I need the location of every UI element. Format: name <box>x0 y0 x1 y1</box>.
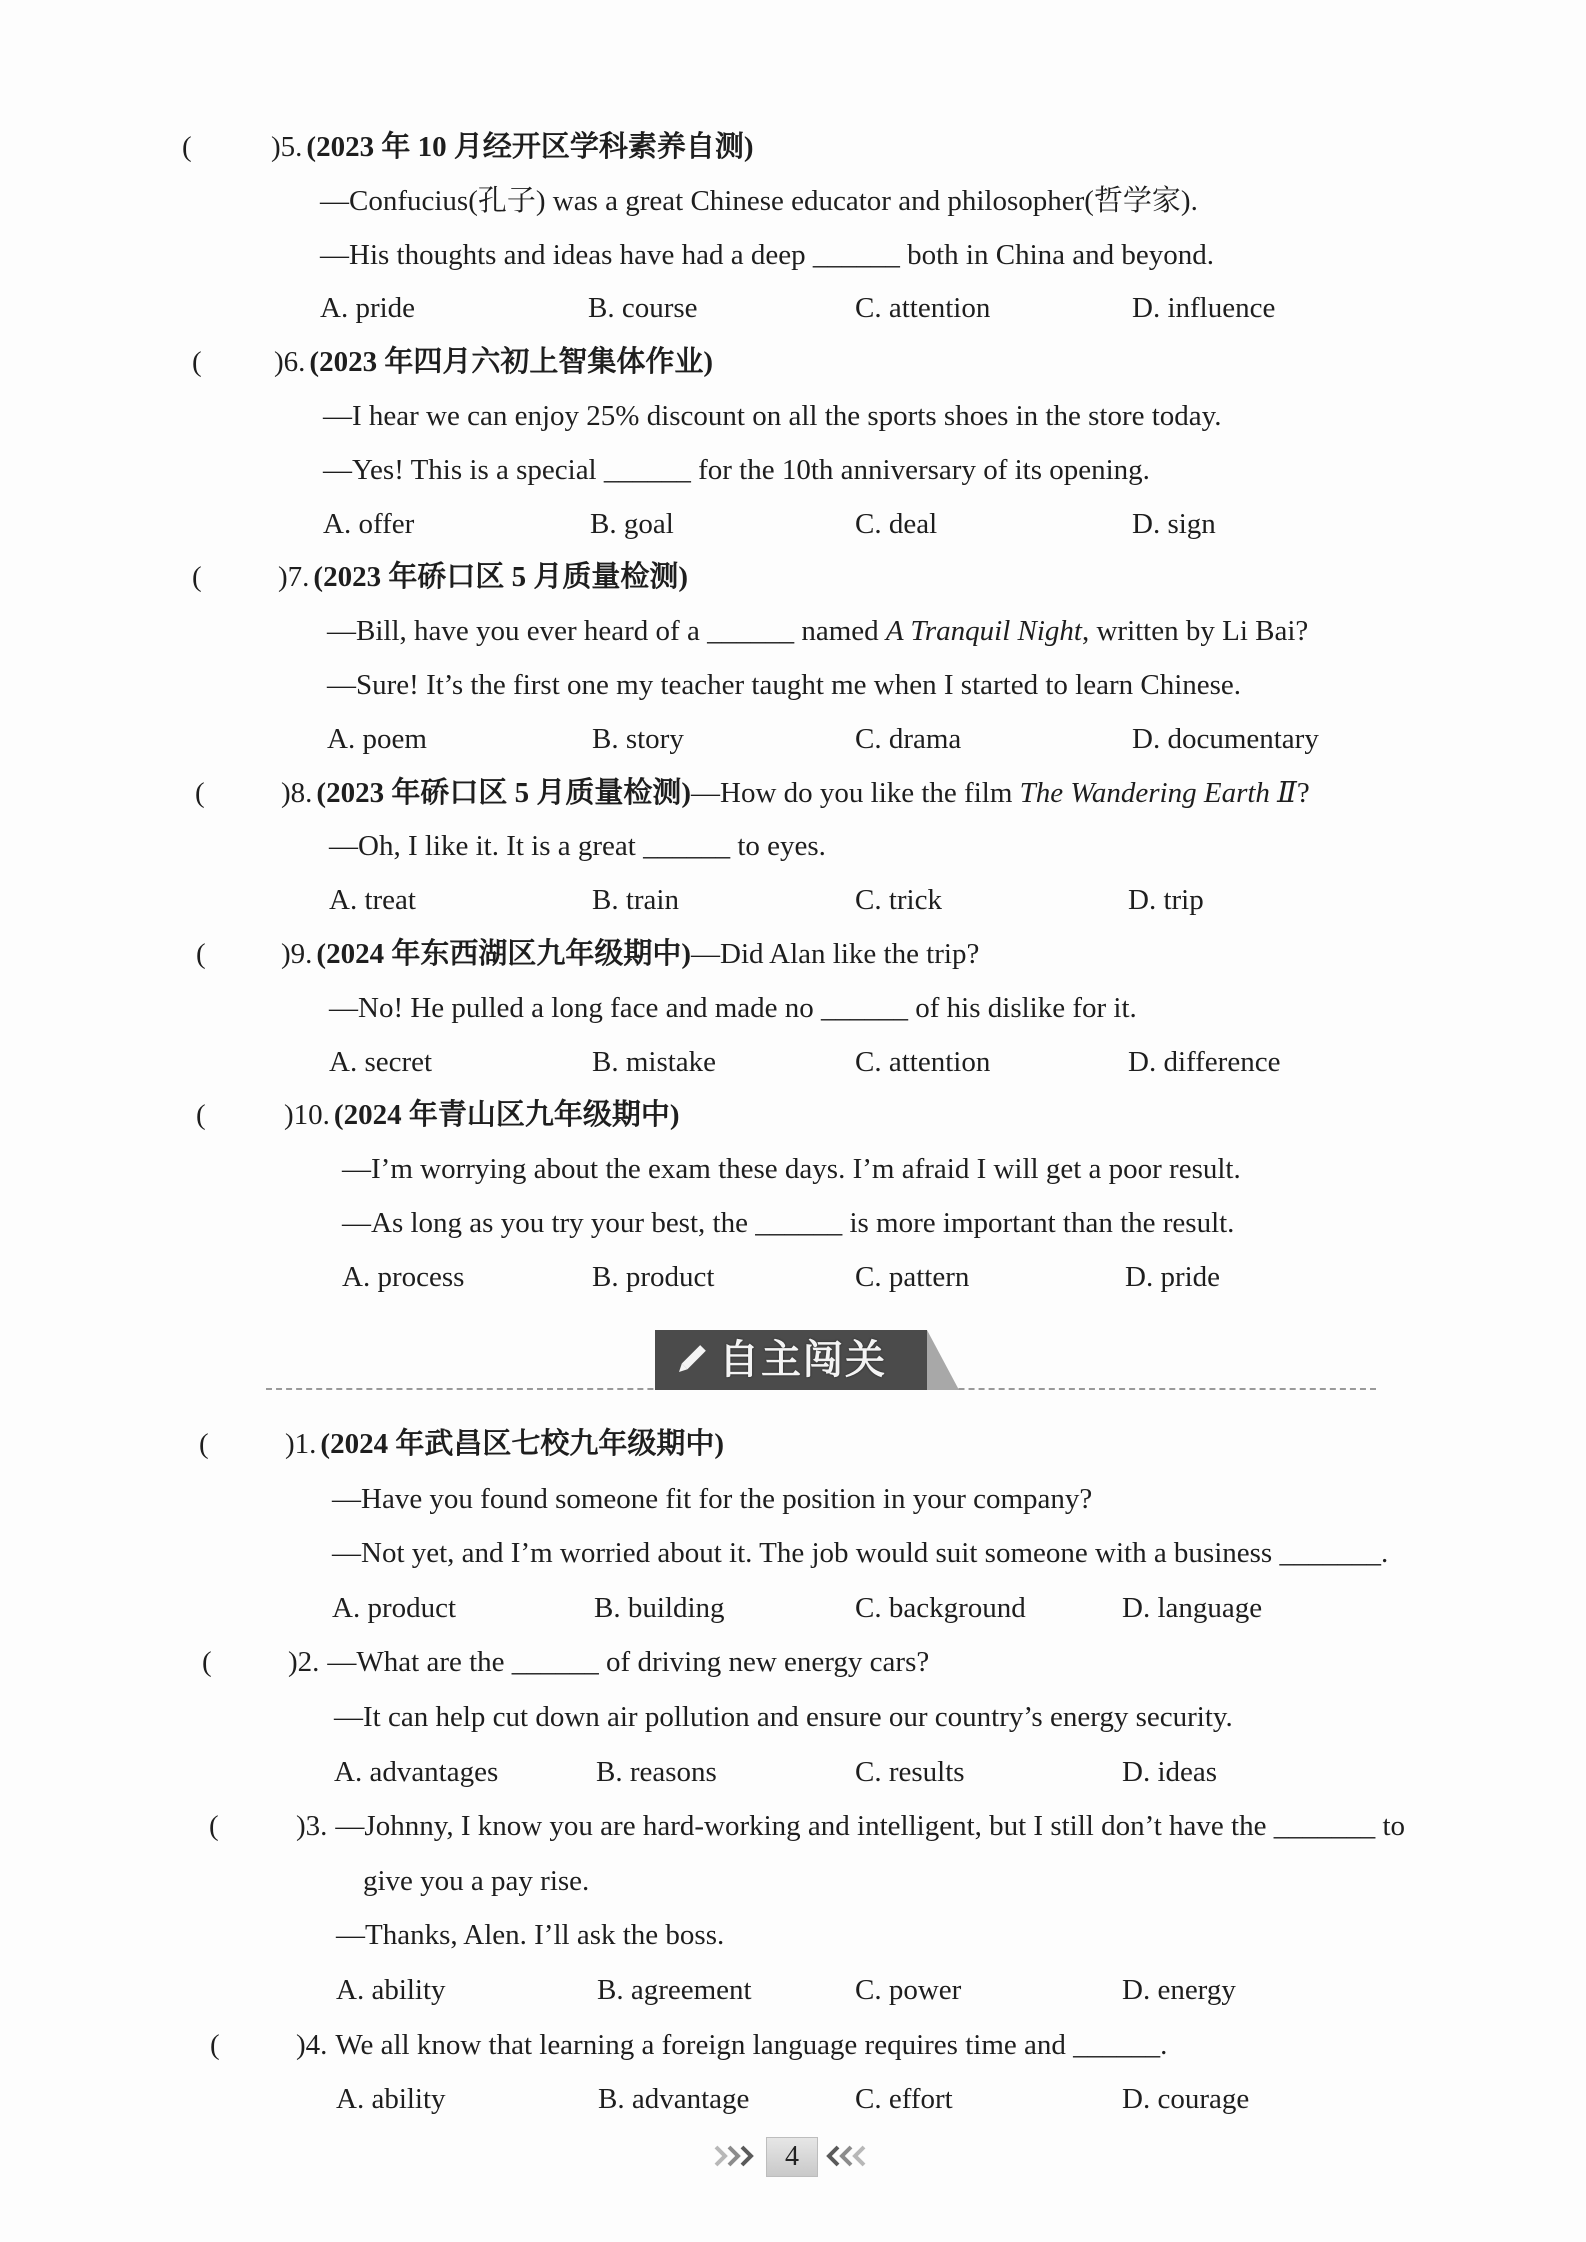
question-heading <box>274 336 713 390</box>
option-b: B. story <box>592 722 684 755</box>
dialogue-line: —No! He pulled a long face and made no ______ of his dislike for it. <box>329 991 1137 1024</box>
question-number: )8. <box>281 776 313 809</box>
question-header <box>0 1799 1586 1854</box>
dialogue-line: —Thanks, Alen. I’ll ask the boss. <box>336 1919 725 1952</box>
question-header <box>0 1417 1586 1472</box>
option-c: C. trick <box>855 884 942 917</box>
question-6 <box>0 336 1586 551</box>
option-a: A. process <box>342 1260 465 1293</box>
option-b: B. advantage <box>598 2083 750 2116</box>
dialogue-line: —Have you found someone fit for the position in your company? <box>332 1482 1093 1515</box>
option-d: D. difference <box>1128 1045 1281 1078</box>
option-d: D. documentary <box>1132 722 1319 755</box>
option-c: C. results <box>855 1755 965 1788</box>
question-header <box>0 928 1586 982</box>
question-stem: —Johnny, I know you are hard-working and intelligent, but I still don’t have the _______ to <box>335 1810 1406 1843</box>
question-source: (2023 年硚口区 5 月质量检测) <box>316 776 691 809</box>
dialogue-line: —Oh, I like it. It is a great ______ to eyes. <box>329 830 826 863</box>
question-number: )10. <box>284 1099 330 1132</box>
question-number: )9. <box>281 937 313 970</box>
question-8 <box>0 767 1586 928</box>
question-heading <box>296 1799 1405 1854</box>
dialogue-line: —Sure! It’s the first one my teacher taught me when I started to learn Chinese. <box>327 668 1242 701</box>
option-b: B. course <box>588 292 698 325</box>
question-source: (2024 年武昌区七校九年级期中) <box>320 1428 724 1460</box>
dialogue-line: —Confucius(孔子) was a great Chinese educator and philosopher(哲学家). <box>320 184 1198 217</box>
options-row <box>0 1963 1586 2018</box>
option-d: D. ideas <box>1122 1755 1218 1788</box>
option-b: B. train <box>592 884 679 917</box>
options-row <box>0 498 1586 552</box>
question-number: )6. <box>274 346 306 379</box>
option-a: A. offer <box>323 507 415 540</box>
option-d: D. sign <box>1132 507 1216 540</box>
question-number: )3. <box>296 1810 328 1843</box>
options-row <box>0 1581 1586 1636</box>
option-a: A. poem <box>327 722 427 755</box>
question-heading <box>281 928 979 982</box>
option-d: D. trip <box>1128 884 1204 917</box>
challenge-question-4 <box>0 2018 1586 2127</box>
question-source: (2024 年青山区九年级期中) <box>333 1099 680 1132</box>
answer-bracket: ( <box>209 1810 219 1843</box>
option-d: D. pride <box>1125 1260 1221 1293</box>
challenge-section <box>0 1417 1586 2127</box>
poem-title: A Tranquil Night <box>885 615 1082 648</box>
dialogue-line: —I hear we can enjoy 25% discount on all the sports shoes in the store today. <box>323 399 1222 432</box>
option-c: C. deal <box>855 507 938 540</box>
question-7 <box>0 551 1586 766</box>
options-row <box>0 1745 1586 1800</box>
question-number: )2. <box>288 1646 320 1679</box>
question-header <box>0 1635 1586 1690</box>
question-heading <box>281 767 1310 821</box>
dialogue-line <box>0 605 1586 659</box>
question-header <box>0 336 1586 390</box>
question-source: (2024 年东西湖区九年级期中) <box>316 937 691 970</box>
option-a: A. ability <box>336 2083 446 2116</box>
answer-bracket: ( <box>202 1646 212 1679</box>
option-b: B. goal <box>590 507 674 540</box>
page-number: 4 <box>766 2137 818 2177</box>
question-header <box>0 551 1586 605</box>
question-number: )7. <box>278 561 310 594</box>
question-number: )4. <box>296 2028 328 2061</box>
question-heading <box>288 1635 929 1690</box>
question-heading <box>271 121 754 175</box>
option-a: A. advantages <box>334 1755 499 1788</box>
dialogue-text: , written by Li Bai? <box>1081 615 1309 648</box>
option-d: D. energy <box>1122 1973 1236 2006</box>
option-b: B. reasons <box>596 1755 717 1788</box>
question-number: )1. <box>285 1428 317 1460</box>
option-b: B. mistake <box>592 1045 717 1078</box>
answer-bracket: ( <box>192 346 202 379</box>
dialogue-line: —As long as you try your best, the ______ is more important than the result. <box>342 1206 1235 1239</box>
option-a: A. ability <box>336 1973 446 2006</box>
question-9 <box>0 928 1586 1089</box>
option-a: A. secret <box>329 1045 433 1078</box>
challenge-question-3 <box>0 1799 1586 2017</box>
option-d: D. influence <box>1132 292 1276 325</box>
answer-bracket: ( <box>182 131 192 163</box>
question-header <box>0 1089 1586 1143</box>
pencil-icon <box>673 1340 709 1380</box>
chevrons-right-icon <box>712 2141 758 2171</box>
option-a: A. treat <box>329 884 416 917</box>
options-row <box>0 713 1586 767</box>
options-row <box>0 2072 1586 2127</box>
options-row <box>0 1251 1586 1305</box>
banner-shade <box>927 1330 959 1390</box>
option-c: C. drama <box>855 722 962 755</box>
question-heading <box>285 1417 724 1472</box>
dialogue-line: —Not yet, and I’m worried about it. The job would suit someone with a business _______. <box>332 1537 1389 1570</box>
practice-section <box>0 121 1586 1305</box>
section-title: 自主闯关 <box>719 1337 887 1383</box>
question-stem-continuation: give you a pay rise. <box>363 1864 590 1897</box>
dialogue-line: —Yes! This is a special ______ for the 10th anniversary of its opening. <box>323 453 1150 486</box>
option-a: A. pride <box>320 292 416 325</box>
dialogue-text: —Bill, have you ever heard of a ______ named <box>327 615 886 648</box>
question-stem: We all know that learning a foreign language requires time and ______. <box>335 2028 1168 2061</box>
option-c: C. effort <box>855 2083 953 2116</box>
question-stem: —Did Alan like the trip? <box>691 937 980 970</box>
question-source: (2023 年四月六初上智集体作业) <box>309 346 713 379</box>
question-source: (2023 年硚口区 5 月质量检测) <box>313 561 688 594</box>
dialogue-line: —I’m worrying about the exam these days. I’m afraid I will get a poor result. <box>342 1153 1241 1186</box>
question-stem-end: ? <box>1296 776 1310 809</box>
option-d: D. language <box>1122 1591 1263 1624</box>
question-5 <box>0 121 1586 336</box>
option-b: B. product <box>592 1260 715 1293</box>
question-header <box>0 121 1586 175</box>
question-number: )5. <box>271 131 303 163</box>
option-b: B. agreement <box>597 1973 752 2006</box>
chevrons-left-icon <box>822 2141 868 2171</box>
section-banner <box>655 1330 927 1390</box>
dialogue-line: —His thoughts and ideas have had a deep ______ both in China and beyond. <box>320 238 1215 271</box>
challenge-question-1 <box>0 1417 1586 1635</box>
options-row <box>0 874 1586 928</box>
dialogue-line: —It can help cut down air pollution and ensure our country’s energy security. <box>334 1700 1233 1733</box>
option-c: C. background <box>855 1591 1026 1624</box>
option-a: A. product <box>332 1591 457 1624</box>
answer-bracket: ( <box>196 1099 206 1132</box>
question-stem: —How do you like the film <box>691 776 1020 809</box>
question-heading <box>284 1089 680 1143</box>
question-header <box>0 2018 1586 2073</box>
options-row <box>0 1036 1586 1090</box>
option-c: C. attention <box>855 1045 991 1078</box>
options-row <box>0 282 1586 336</box>
option-c: C. power <box>855 1973 962 2006</box>
question-header <box>0 767 1586 821</box>
question-10 <box>0 1089 1586 1304</box>
answer-bracket: ( <box>195 776 205 809</box>
option-c: C. pattern <box>855 1260 970 1293</box>
question-heading <box>296 2018 1167 2073</box>
answer-bracket: ( <box>196 937 206 970</box>
answer-bracket: ( <box>192 561 202 594</box>
option-d: D. courage <box>1122 2083 1250 2116</box>
question-source: (2023 年 10 月经开区学科素养自测) <box>306 131 754 163</box>
option-c: C. attention <box>855 292 991 325</box>
film-title: The Wandering Earth Ⅱ <box>1019 776 1297 809</box>
challenge-question-2 <box>0 1635 1586 1799</box>
question-heading <box>278 551 688 605</box>
answer-bracket: ( <box>210 2028 220 2061</box>
option-b: B. building <box>594 1591 725 1624</box>
question-stem: —What are the ______ of driving new energy cars? <box>327 1646 930 1679</box>
answer-bracket: ( <box>199 1428 209 1460</box>
